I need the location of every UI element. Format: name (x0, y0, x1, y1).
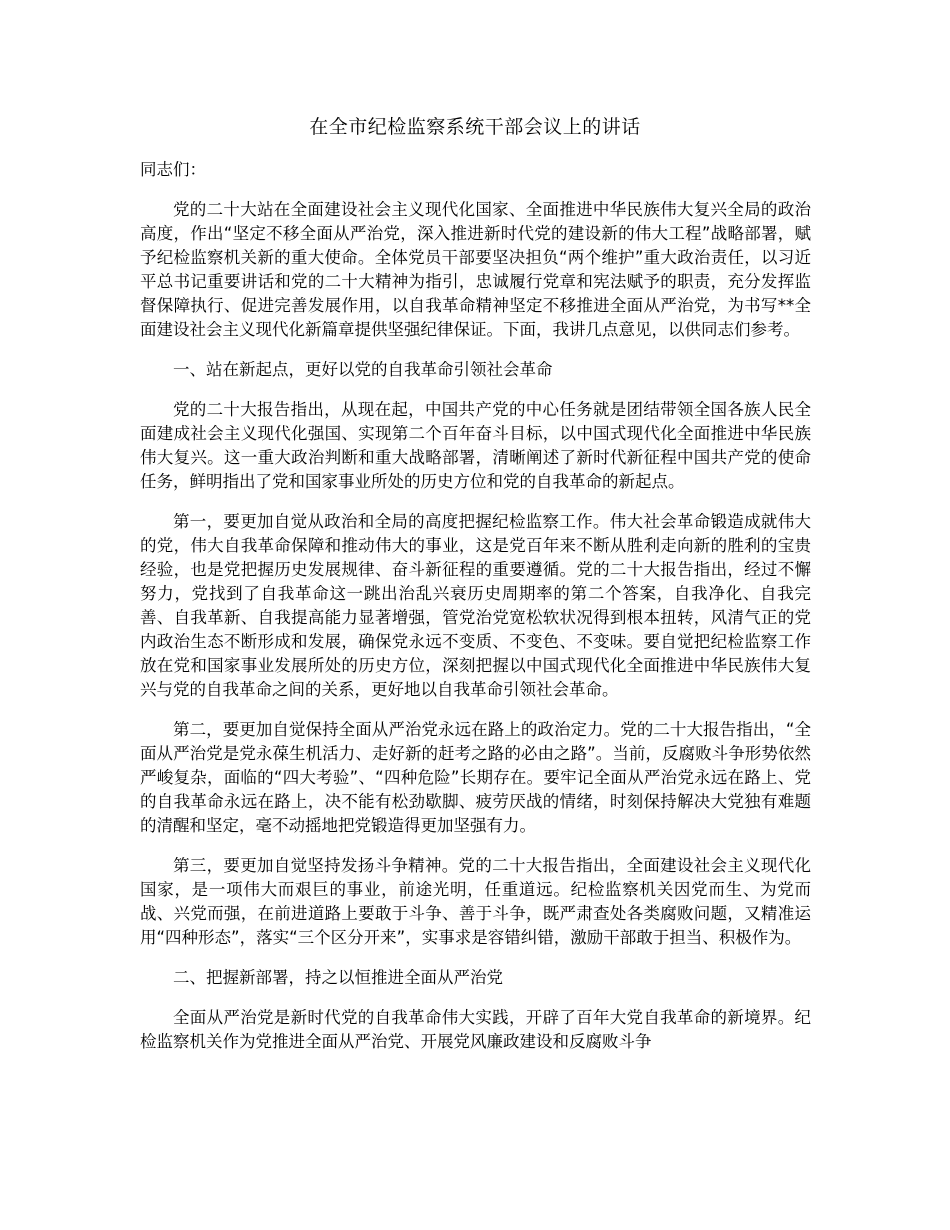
section-heading-1: 一、站在新起点，更好以党的自我革命引领社会革命 (173, 360, 553, 379)
paragraph-point-1: 第一，要更加自觉从政治和全局的高度把握纪检监察工作。伟大社会革命锻造成就伟大的党，伟大自我革命保障和推动伟大的事业，这是党百年来不断从胜利走向新的胜利的宝贵经验，也是党把握历史发展规律、奋斗新征程的重要遵循。党的二十大报告指出，经过不懈努力，党找到了自我革命这一跳出治乱兴衰历史周期率的第二个答案，自我净化、自我完善、自我革新、自我提高能力显著增强，管党治党宽松软状况得到根本扭转，风清气正的党内政治生态不断形成和发展，确保党永远不变质、不变色、不变味。要自觉把纪检监察工作放在党和国家事业发展所处的历史方位，深刻把握以中国式现代化全面推进中华民族伟大复兴与党的自我革命之间的关系，更好地以自我革命引领社会革命。 (140, 512, 811, 699)
document-body (140, 198, 811, 1070)
salutation: 同志们： (140, 160, 206, 179)
paragraph-section2-intro: 全面从严治党是新时代党的自我革命伟大实践，开辟了百年大党自我革命的新境界。纪检监察机关作为党推进全面从严治党、开展党风廉政建设和反腐败斗争 (140, 1008, 811, 1051)
paragraph-point-2: 第二，要更加自觉保持全面从严治党永远在路上的政治定力。党的二十大报告指出，“全面从严治党是党永葆生机活力、走好新的赶考之路的必由之路”。当前，反腐败斗争形势依然严峻复杂，面临的“四大考验”、“四种危险”长期存在。要牢记全面从严治党永远在路上、党的自我革命永远在路上，决不能有松劲歇脚、疲劳厌战的情绪，时刻保持解决大党独有难题的清醒和坚定，毫不动摇地把党锻造得更加坚强有力。 (140, 720, 811, 835)
paragraph-section1-intro: 党的二十大报告指出，从现在起，中国共产党的中心任务就是团结带领全国各族人民全面建成社会主义现代化强国、实现第二个百年奋斗目标，以中国式现代化全面推进中华民族伟大复兴。这一重大政治判断和重大战略部署，清晰阐述了新时代新征程中国共产党的使命任务，鲜明指出了党和国家事业所处的历史方位和党的自我革命的新起点。 (140, 400, 811, 491)
paragraph-intro: 党的二十大站在全面建设社会主义现代化国家、全面推进中华民族伟大复兴全局的政治高度，作出“坚定不移全面从严治党，深入推进新时代党的建设新的伟大工程”战略部署，赋予纪检监察机关新的重大使命。全体党员干部要坚决担负“两个维护”重大政治责任，以习近平总书记重要讲话和党的二十大精神为指引，忠诚履行党章和宪法赋予的职责，充分发挥监督保障执行、促进完善发展作用，以自我革命精神坚定不移推进全面从严治党，为书写**全面建设社会主义现代化新篇章提供坚强纪律保证。下面，我讲几点意见，以供同志们参考。 (140, 200, 811, 339)
paragraph-point-3: 第三，要更加自觉坚持发扬斗争精神。党的二十大报告指出，全面建设社会主义现代化国家，是一项伟大而艰巨的事业，前途光明，任重道远。纪检监察机关因党而生、为党而战、兴党而强，在前进道路上要敢于斗争、善于斗争，既严肃查处各类腐败问题，又精准运用“四种形态”，落实“三个区分开来”，实事求是容错纠错，激励干部敢于担当、积极作为。 (140, 856, 811, 947)
page-title: 在全市纪检监察系统干部会议上的讲话 (309, 116, 641, 138)
section-heading-2: 二、把握新部署，持之以恒推进全面从严治党 (173, 968, 503, 987)
